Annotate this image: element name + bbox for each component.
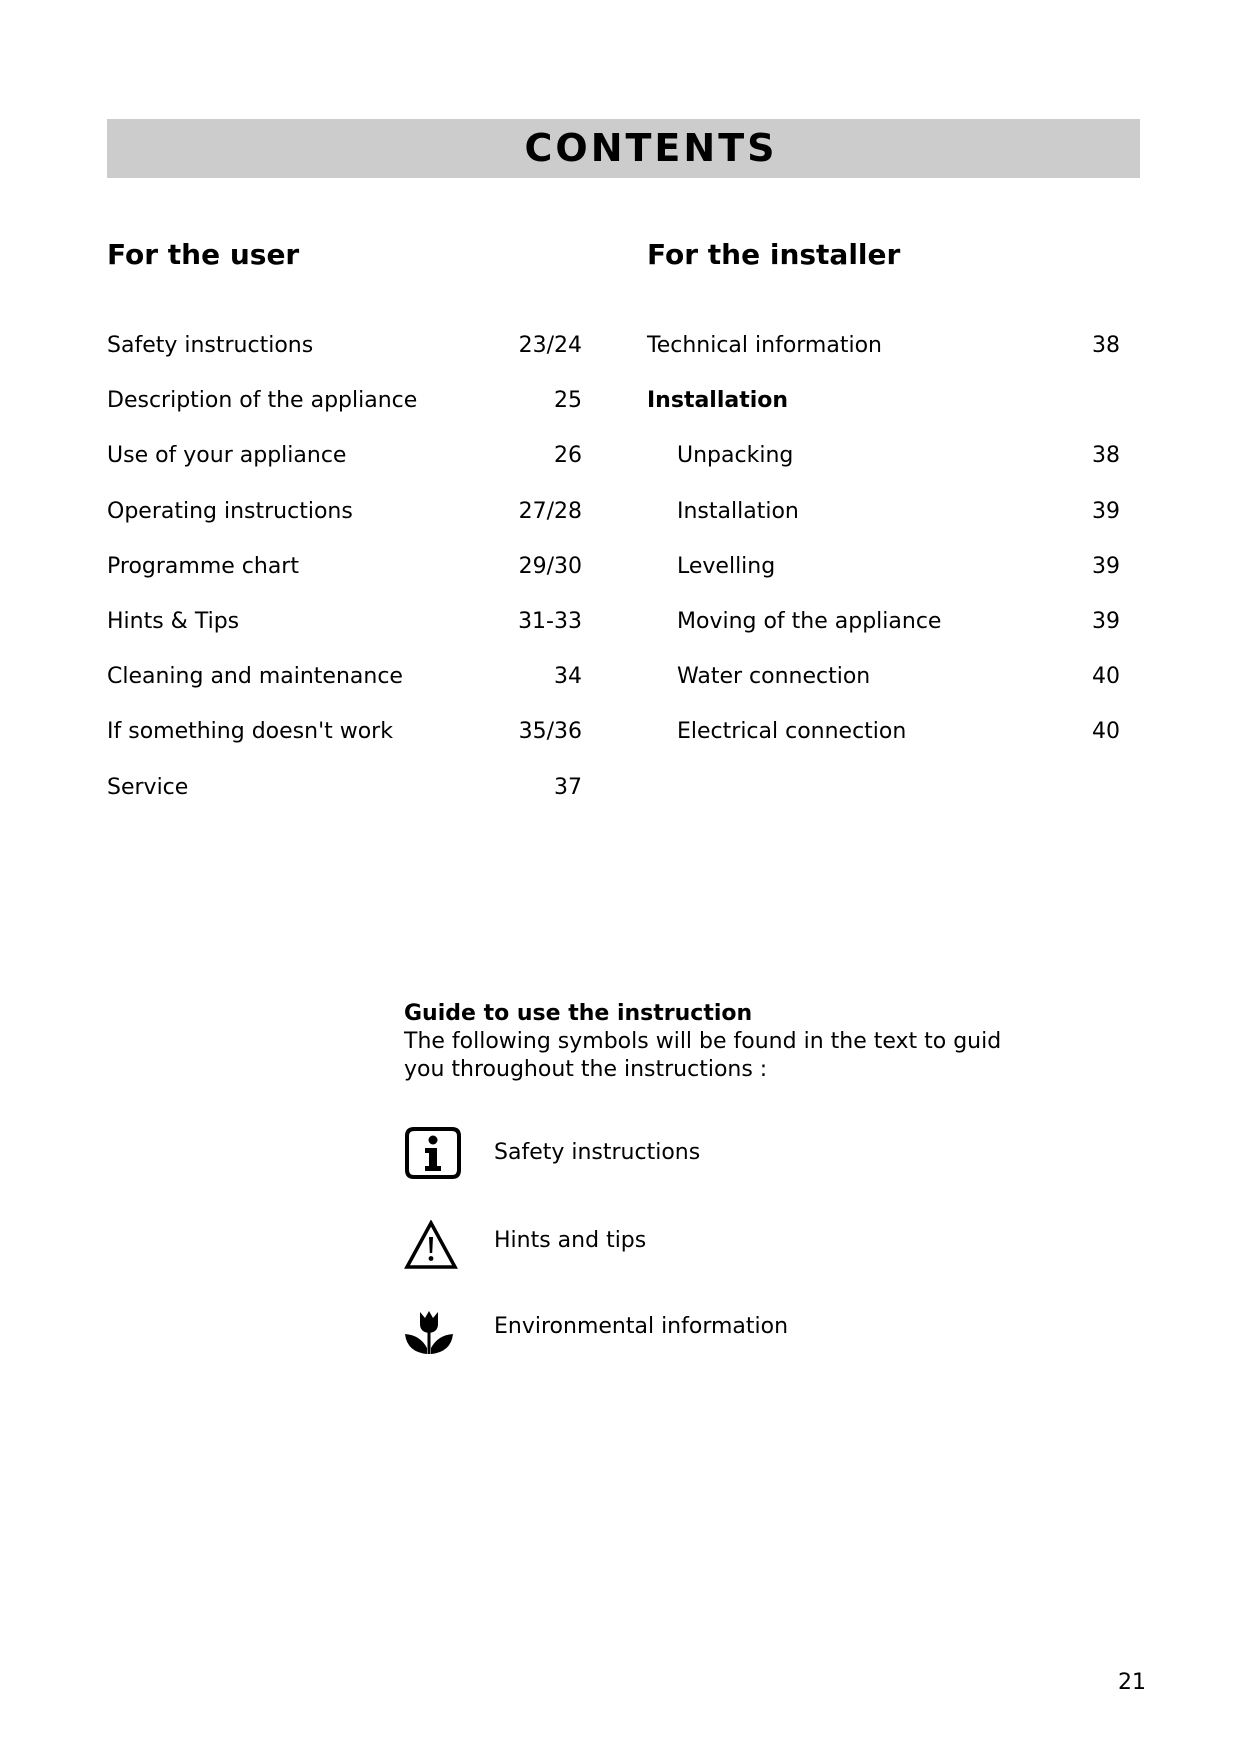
toc-entry-label: Use of your appliance	[107, 443, 347, 469]
toc-entry-page: 23/24	[518, 333, 582, 358]
toc-entry-label: Cleaning and maintenance	[107, 664, 403, 690]
toc-entry-label: Operating instructions	[107, 498, 353, 524]
toc-entry-label: Water connection	[677, 664, 871, 690]
toc-entry-label: Unpacking	[677, 443, 794, 469]
info-icon	[404, 1126, 462, 1180]
toc-entry-programme-chart[interactable]	[107, 547, 582, 602]
toc-entry-water-connection[interactable]	[647, 657, 1120, 712]
toc-entry-page: 35/36	[518, 719, 582, 745]
toc-entry-page: 39	[1092, 553, 1120, 579]
toc-entry-troubleshooting[interactable]	[107, 712, 582, 767]
toc-entry-label: Electrical connection	[677, 719, 907, 745]
toc-entry-label: Technical information	[647, 333, 882, 358]
toc-entry-page: 27/28	[518, 498, 582, 524]
toc-entry-page: 29/30	[518, 553, 582, 579]
toc-entry-label: Service	[107, 774, 189, 800]
symbol-label: Hints and tips	[494, 1228, 647, 1253]
toc-entry-page: 25	[554, 388, 582, 414]
environment-flower-icon	[404, 1308, 454, 1356]
toc-entry-levelling[interactable]	[647, 547, 1120, 602]
toc-entry-unpacking[interactable]	[647, 436, 1120, 491]
guide-section	[404, 1000, 1024, 1084]
toc-entry-page: 37	[554, 774, 582, 800]
guide-description: The following symbols will be found in the text to guid you throughout the instructions :	[404, 1029, 1002, 1082]
toc-entry-operating[interactable]	[107, 492, 582, 547]
warning-triangle-icon	[404, 1220, 458, 1270]
user-section-heading: For the user	[107, 238, 300, 271]
toc-entry-page: 40	[1092, 719, 1120, 745]
guide-title: Guide to use the instruction	[404, 1001, 753, 1026]
toc-entry-page: 39	[1092, 498, 1120, 524]
symbol-label: Safety instructions	[494, 1140, 701, 1165]
toc-group-label: Installation	[647, 388, 789, 414]
page-title: CONTENTS	[524, 126, 778, 170]
toc-entry-page: 34	[554, 664, 582, 690]
page-number: 21	[1118, 1670, 1146, 1695]
installer-section-heading: For the installer	[647, 238, 901, 271]
user-toc-list	[107, 326, 582, 823]
toc-entry-label: Installation	[677, 498, 799, 524]
toc-entry-label: Moving of the appliance	[677, 608, 942, 634]
toc-entry-hints-tips[interactable]	[107, 602, 582, 657]
toc-entry-electrical-connection[interactable]	[647, 712, 1120, 767]
toc-entry-page: 31-33	[518, 608, 582, 634]
toc-entry-installation[interactable]	[647, 492, 1120, 547]
symbol-label: Environmental information	[494, 1314, 789, 1339]
toc-group-installation	[647, 381, 1120, 436]
contents-title-bar	[107, 119, 1140, 178]
toc-entry-page: 38	[1092, 333, 1120, 358]
toc-entry-description[interactable]	[107, 381, 582, 436]
toc-entry-service[interactable]	[107, 768, 582, 823]
toc-entry-technical-information[interactable]	[647, 326, 1120, 381]
toc-entry-label: Hints & Tips	[107, 608, 240, 634]
toc-entry-label: Safety instructions	[107, 333, 314, 358]
toc-entry-moving[interactable]	[647, 602, 1120, 657]
toc-entry-page: 38	[1092, 443, 1120, 469]
toc-entry-page: 40	[1092, 664, 1120, 690]
toc-entry-label: Levelling	[677, 553, 776, 579]
toc-entry-page: 39	[1092, 608, 1120, 634]
toc-entry-use[interactable]	[107, 436, 582, 491]
toc-entry-safety-instructions[interactable]	[107, 326, 582, 381]
toc-entry-page: 26	[554, 443, 582, 469]
toc-entry-label: Description of the appliance	[107, 388, 418, 414]
toc-entry-cleaning[interactable]	[107, 657, 582, 712]
installer-toc-list	[647, 326, 1120, 768]
toc-entry-label: Programme chart	[107, 553, 299, 579]
toc-entry-label: If something doesn't work	[107, 719, 393, 745]
